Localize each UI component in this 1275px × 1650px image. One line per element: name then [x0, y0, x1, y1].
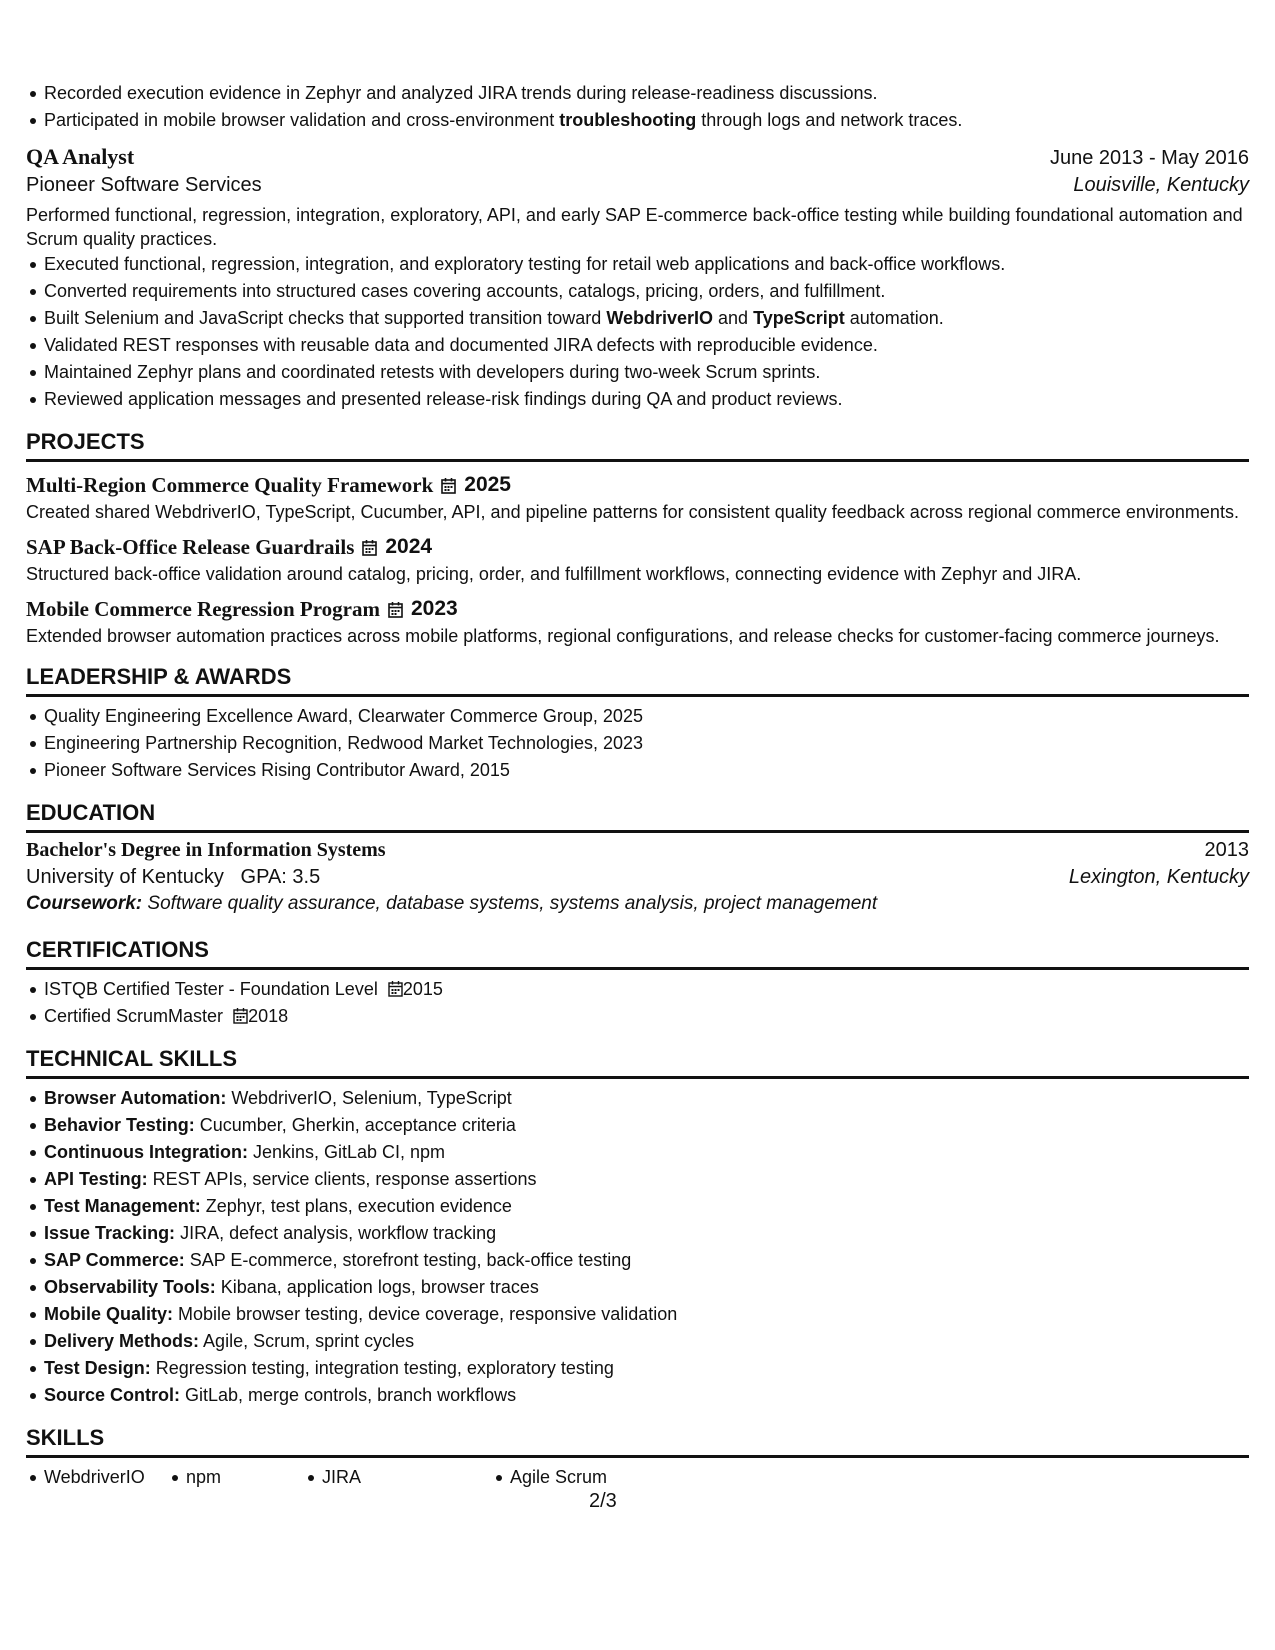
list-item: Built Selenium and JavaScript checks that supported transition toward WebdriverIO and TypeScript automation.: [44, 305, 1249, 332]
job-dates: June 2013 - May 2016: [1049, 147, 1249, 169]
project-year: 2025: [464, 473, 511, 496]
list-item: Maintained Zephyr plans and coordinated retests with developers during two-week Scrum sprints.: [44, 359, 1249, 386]
list-item: Reviewed application messages and presented release-risk findings during QA and product reviews.: [44, 386, 1249, 413]
list-item: Browser Automation: WebdriverIO, Selenium, TypeScript: [44, 1085, 1249, 1112]
school-location: Lexington, Kentucky: [1068, 866, 1249, 888]
list-item: Validated REST responses with reusable data and documented JIRA defects with reproducible evidence.: [44, 332, 1249, 359]
project-entry: [26, 532, 1249, 586]
list-item: Source Control: GitLab, merge controls, branch workflows: [44, 1382, 1249, 1409]
section-heading: LEADERSHIP & AWARDS: [26, 662, 1249, 697]
coursework: Coursework: Software quality assurance, database systems, systems analysis, project management: [26, 893, 878, 914]
project-title: Multi-Region Commerce Quality Framework: [26, 473, 434, 497]
list-item: Issue Tracking: JIRA, defect analysis, workflow tracking: [44, 1220, 1249, 1247]
project-year: 2023: [411, 597, 458, 620]
skill-item: JIRA: [322, 1464, 510, 1491]
job-location: Louisville, Kentucky: [1073, 174, 1249, 196]
job-summary: Performed functional, regression, integration, exploratory, API, and early SAP E-commerce back-office testing while building foundational automation and Scrum quality practices.: [26, 205, 1243, 249]
project-entry: [26, 594, 1249, 648]
project-year: 2024: [385, 535, 433, 558]
cert-year: 2018: [248, 1006, 289, 1026]
list-item: Participated in mobile browser validation and cross-environment troubleshooting through logs and network traces.: [44, 107, 1249, 134]
calendar-icon: [388, 980, 403, 997]
school: University of Kentucky: [26, 866, 224, 888]
cert-name: ISTQB Certified Tester - Foundation Level: [44, 979, 378, 999]
section-heading: TECHNICAL SKILLS: [26, 1044, 1249, 1079]
list-item: Test Design: Regression testing, integration testing, exploratory testing: [44, 1355, 1249, 1382]
list-item: [44, 976, 1249, 1003]
project-title: SAP Back-Office Release Guardrails: [26, 535, 355, 559]
list-item: Delivery Methods: Agile, Scrum, sprint cycles: [44, 1328, 1249, 1355]
project-description: Created shared WebdriverIO, TypeScript, Cucumber, API, and pipeline patterns for consistent quality feedback across regional commerce environments.: [26, 502, 1239, 522]
list-item: Recorded execution evidence in Zephyr and analyzed JIRA trends during release-readiness discussions.: [44, 80, 1249, 107]
list-item: Pioneer Software Services Rising Contributor Award, 2015: [44, 757, 1249, 784]
skill-item: npm: [186, 1464, 322, 1491]
project-description: Extended browser automation practices across mobile platforms, regional configurations, and release checks for customer-facing commerce journeys.: [26, 626, 1220, 646]
page-number: 2/3: [589, 1490, 617, 1512]
list-item: Mobile Quality: Mobile browser testing, device coverage, responsive validation: [44, 1301, 1249, 1328]
list-item: Executed functional, regression, integration, and exploratory testing for retail web applications and back-office workflows.: [44, 251, 1249, 278]
prev-job-bullets: [26, 80, 1249, 134]
project-title: Mobile Commerce Regression Program: [26, 597, 380, 621]
skills-section: [26, 1423, 1249, 1491]
cert-name: Certified ScrumMaster: [44, 1006, 224, 1026]
projects-section: [26, 427, 1249, 648]
list-item: SAP Commerce: SAP E-commerce, storefront testing, back-office testing: [44, 1247, 1249, 1274]
section-heading: CERTIFICATIONS: [26, 935, 1249, 970]
education-section: [26, 798, 1249, 915]
skill-item: WebdriverIO: [44, 1464, 186, 1491]
graduation-year: 2013: [1204, 839, 1249, 861]
cert-year: 2015: [402, 979, 443, 999]
technical-skills-section: [26, 1044, 1249, 1409]
calendar-icon: [362, 539, 377, 556]
project-description: Structured back-office validation around catalog, pricing, order, and fulfillment workflows, connecting evidence with Zephyr and JIRA.: [26, 564, 1082, 584]
list-item: Continuous Integration: Jenkins, GitLab CI, npm: [44, 1139, 1249, 1166]
section-heading: EDUCATION: [26, 798, 1249, 833]
project-entry: [26, 470, 1249, 524]
job-entry: [26, 144, 1249, 413]
list-item: Observability Tools: Kibana, application logs, browser traces: [44, 1274, 1249, 1301]
awards-section: [26, 662, 1249, 784]
degree: Bachelor's Degree in Information Systems: [26, 839, 386, 861]
job-bullets: [26, 251, 1249, 413]
list-item: Test Management: Zephyr, test plans, execution evidence: [44, 1193, 1249, 1220]
list-item: [44, 1003, 1249, 1030]
list-item: API Testing: REST APIs, service clients, response assertions: [44, 1166, 1249, 1193]
calendar-icon: [388, 601, 403, 618]
calendar-icon: [233, 1007, 248, 1024]
list-item: Engineering Partnership Recognition, Redwood Market Technologies, 2023: [44, 730, 1249, 757]
list-item: Converted requirements into structured cases covering accounts, catalogs, pricing, orders, and fulfillment.: [44, 278, 1249, 305]
job-title: QA Analyst: [26, 144, 135, 169]
calendar-icon: [441, 477, 456, 494]
list-item: Quality Engineering Excellence Award, Clearwater Commerce Group, 2025: [44, 703, 1249, 730]
skill-item: Agile Scrum: [510, 1464, 650, 1491]
section-heading: PROJECTS: [26, 427, 1249, 462]
resume-page: [26, 80, 1249, 1491]
certifications-section: [26, 935, 1249, 1030]
list-item: Behavior Testing: Cucumber, Gherkin, acceptance criteria: [44, 1112, 1249, 1139]
job-company: Pioneer Software Services: [26, 174, 262, 196]
section-heading: SKILLS: [26, 1423, 1249, 1458]
gpa: GPA: 3.5: [240, 866, 321, 888]
